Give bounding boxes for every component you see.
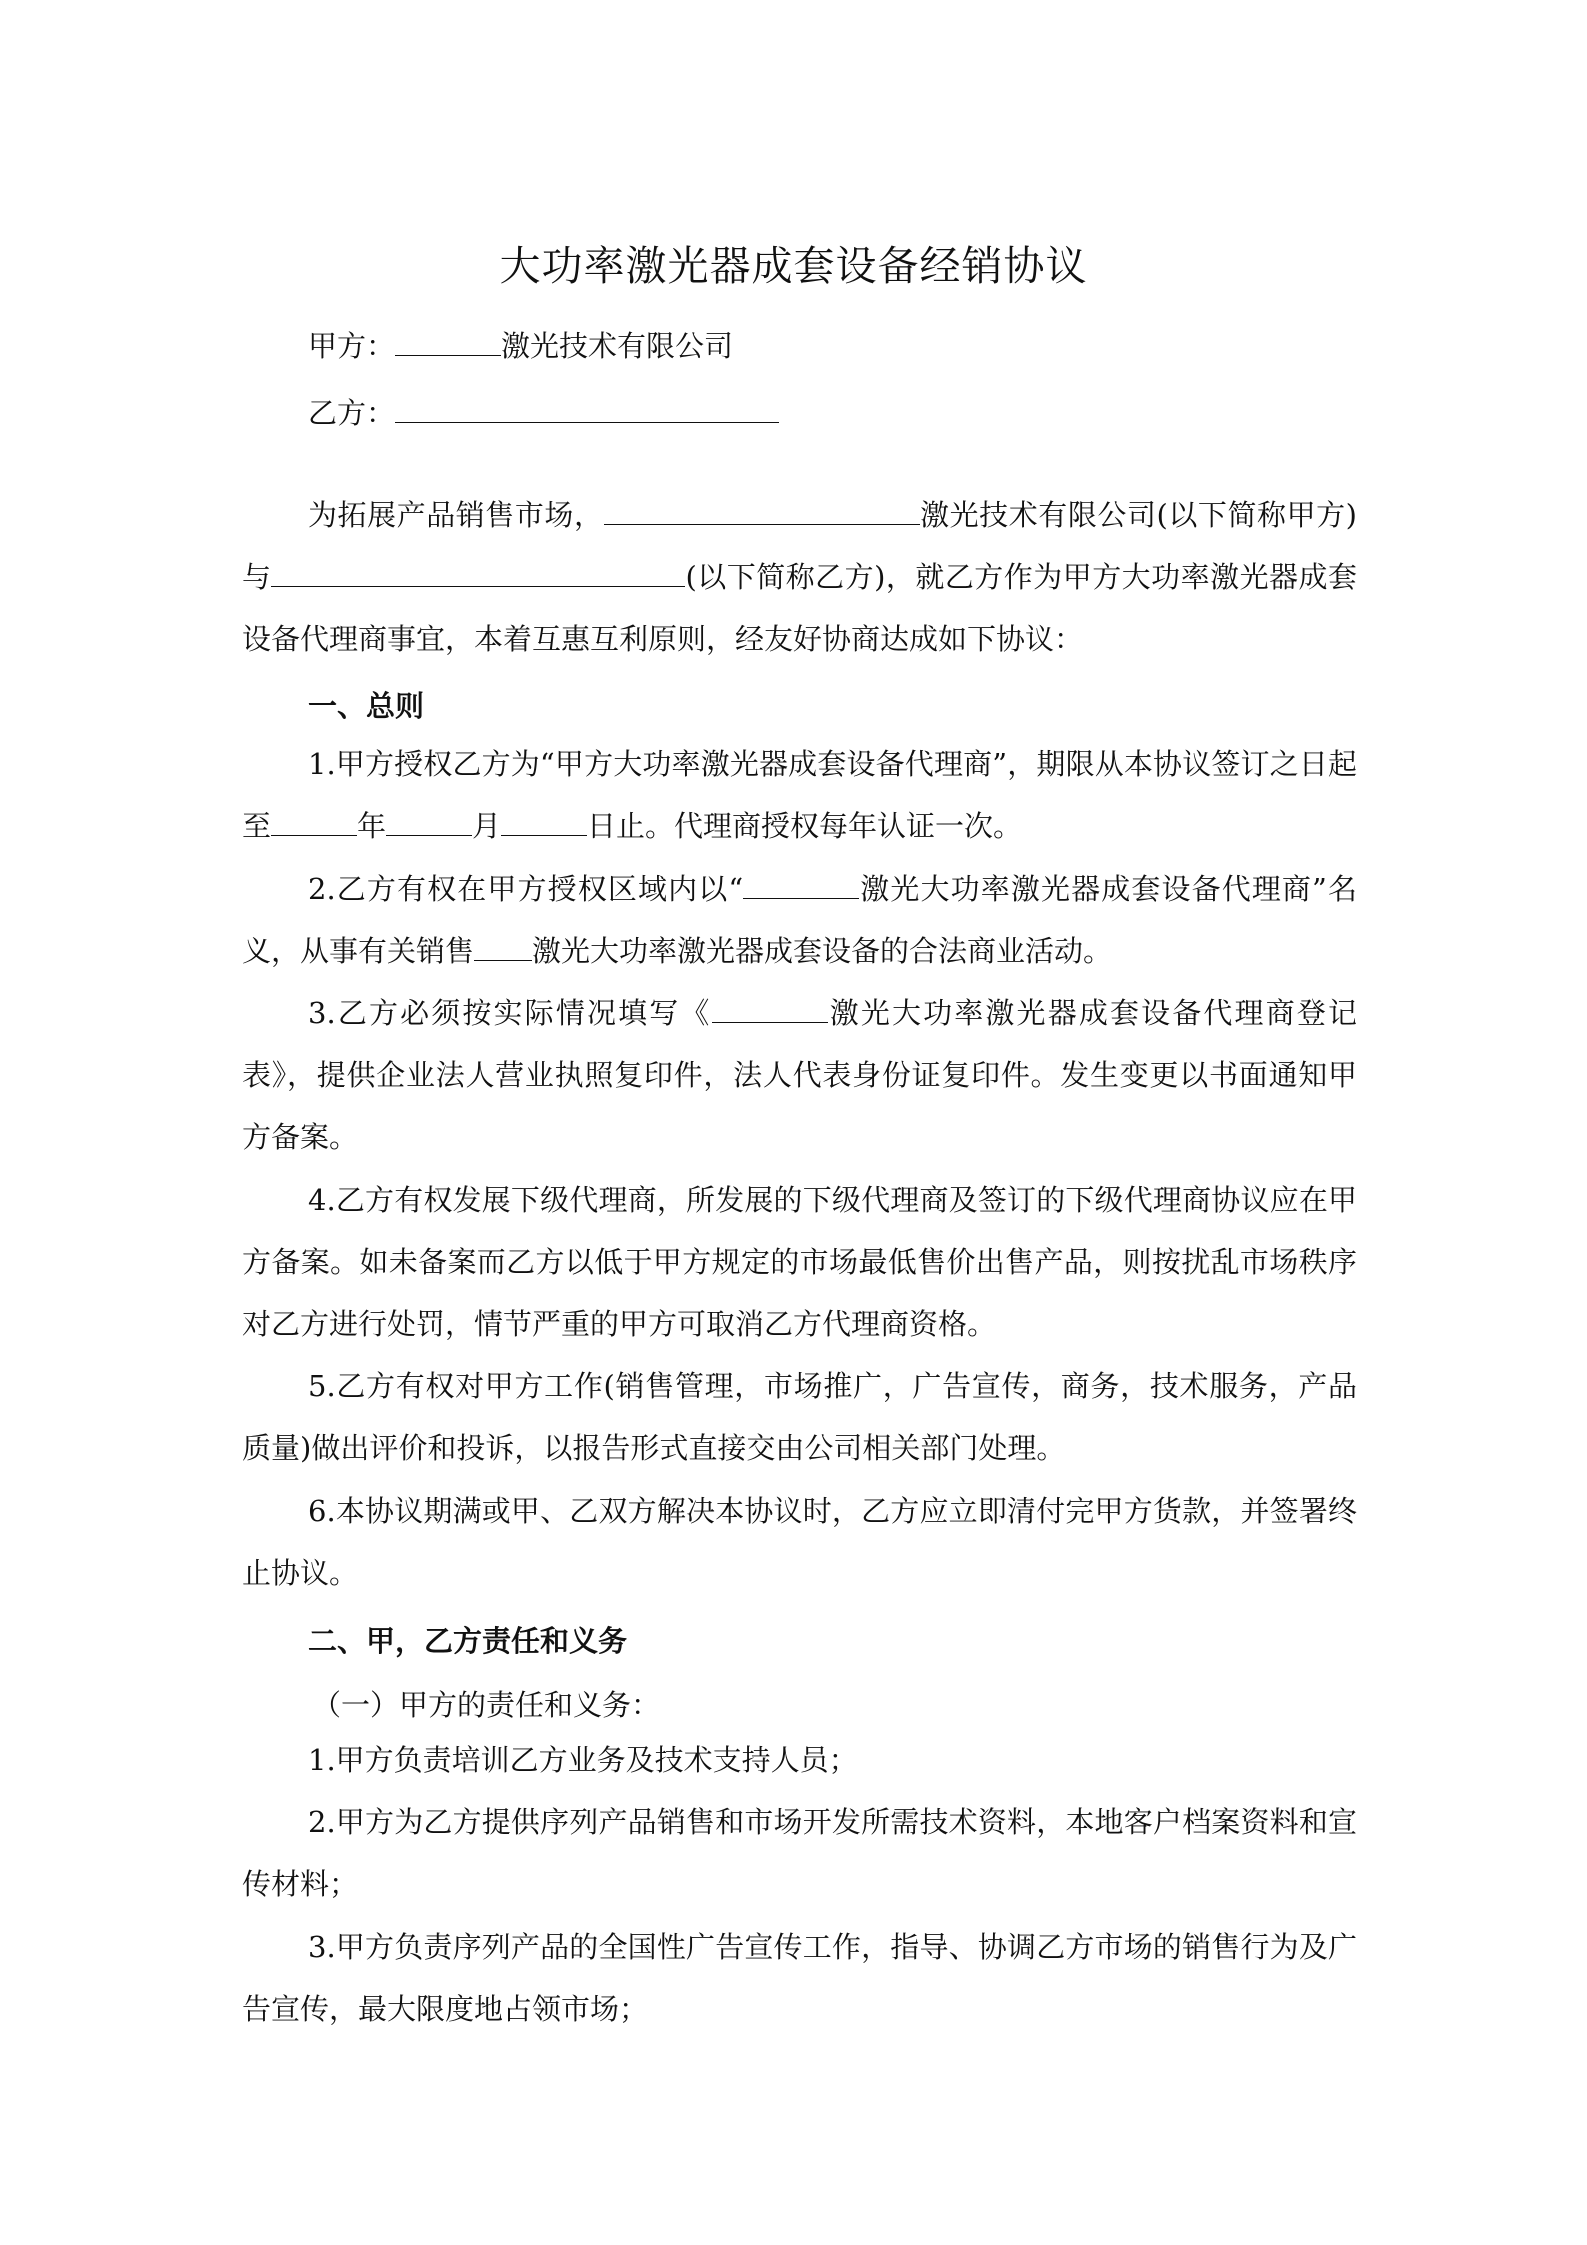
section-1-item-6: 6.本协议期满或甲、乙双方解决本协议时，乙方应立即清付完甲方货款，并签署终止协议。 <box>242 1494 1357 1590</box>
item-2-text-2: 激光大功率激光器成套设备代理商”名义，从事有关销售 <box>242 872 1357 968</box>
item-2-blank-2 <box>474 934 532 961</box>
party-b-label: 乙方： <box>308 396 396 430</box>
intro-text-2: 激光技术有限公司(以下简称甲方)与 <box>242 498 1357 594</box>
item-2-text-1: 2.乙方有权在甲方授权区域内以“ <box>308 872 744 906</box>
item-2-blank-1 <box>743 872 859 899</box>
year-blank <box>271 809 357 836</box>
party-a-line <box>308 326 733 366</box>
section-2-item-2: 2.甲方为乙方提供序列产品销售和市场开发所需技术资料，本地客户档案资料和宣传材料； <box>242 1805 1357 1901</box>
month-blank <box>386 809 472 836</box>
section-1-item-2 <box>242 858 1357 982</box>
section-1-item-1 <box>242 733 1357 857</box>
item-1-text-2: 日止。代理商授权每年认证一次。 <box>587 809 1023 843</box>
item-2-text-3: 激光大功率激光器成套设备的合法商业活动。 <box>532 934 1113 968</box>
day-blank <box>501 809 587 836</box>
intro-text-3: (以下简称乙方)，就乙方作为甲方大功率激光器成套设备代理商事宜，本着互惠互利原则，经友好协商达成如下协议： <box>242 560 1357 656</box>
item-1-text-1: 1.甲方授权乙方为“甲方大功率激光器成套设备代理商”，期限从本协议签订之日起至 <box>242 747 1357 843</box>
year-label: 年 <box>357 809 387 843</box>
section-1-item-3 <box>242 982 1357 1168</box>
intro-blank-company <box>604 498 920 525</box>
item-3-text-1: 3.乙方必须按实际情况填写《 <box>308 996 712 1030</box>
section-1-item-5: 5.乙方有权对甲方工作(销售管理，市场推广，广告宣传，商务，技术服务，产品质量)做出评价和投诉，以报告形式直接交由公司相关部门处理。 <box>242 1369 1357 1465</box>
intro-text-1: 为拓展产品销售市场， <box>308 498 604 532</box>
intro-paragraph <box>242 484 1357 670</box>
item-3-blank <box>712 996 828 1023</box>
section-1-item-4: 4.乙方有权发展下级代理商，所发展的下级代理商及签订的下级代理商协议应在甲方备案。如未备案而乙方以低于甲方规定的市场最低售价出售产品，则按扰乱市场秩序对乙方进行处罚，情节严重的甲方可取消乙方代理商资格。 <box>242 1183 1357 1341</box>
intro-blank-party-b <box>271 560 685 587</box>
party-a-blank <box>395 329 501 356</box>
party-b-line <box>308 393 779 433</box>
month-label: 月 <box>472 809 502 843</box>
section-2-heading: 二、甲，乙方责任和义务 <box>308 1624 628 1658</box>
section-2-item-1: 1.甲方负责培训乙方业务及技术支持人员； <box>308 1743 858 1777</box>
section-2-item-3: 3.甲方负责序列产品的全国性广告宣传工作，指导、协调乙方市场的销售行为及广告宣传，最大限度地占领市场； <box>242 1930 1357 2026</box>
section-2-subheading-1: （一）甲方的责任和义务： <box>312 1688 661 1722</box>
party-a-label: 甲方： <box>308 329 396 363</box>
party-a-suffix: 激光技术有限公司 <box>501 329 734 363</box>
section-1-heading: 一、总则 <box>308 689 425 723</box>
document-title: 大功率激光器成套设备经销协议 <box>499 242 1088 290</box>
party-b-blank <box>395 396 779 423</box>
item-3-text-2: 激光大功率激光器成套设备代理商登记表》，提供企业法人营业执照复印件，法人代表身份证复印件。发生变更以书面通知甲方备案。 <box>242 996 1357 1154</box>
